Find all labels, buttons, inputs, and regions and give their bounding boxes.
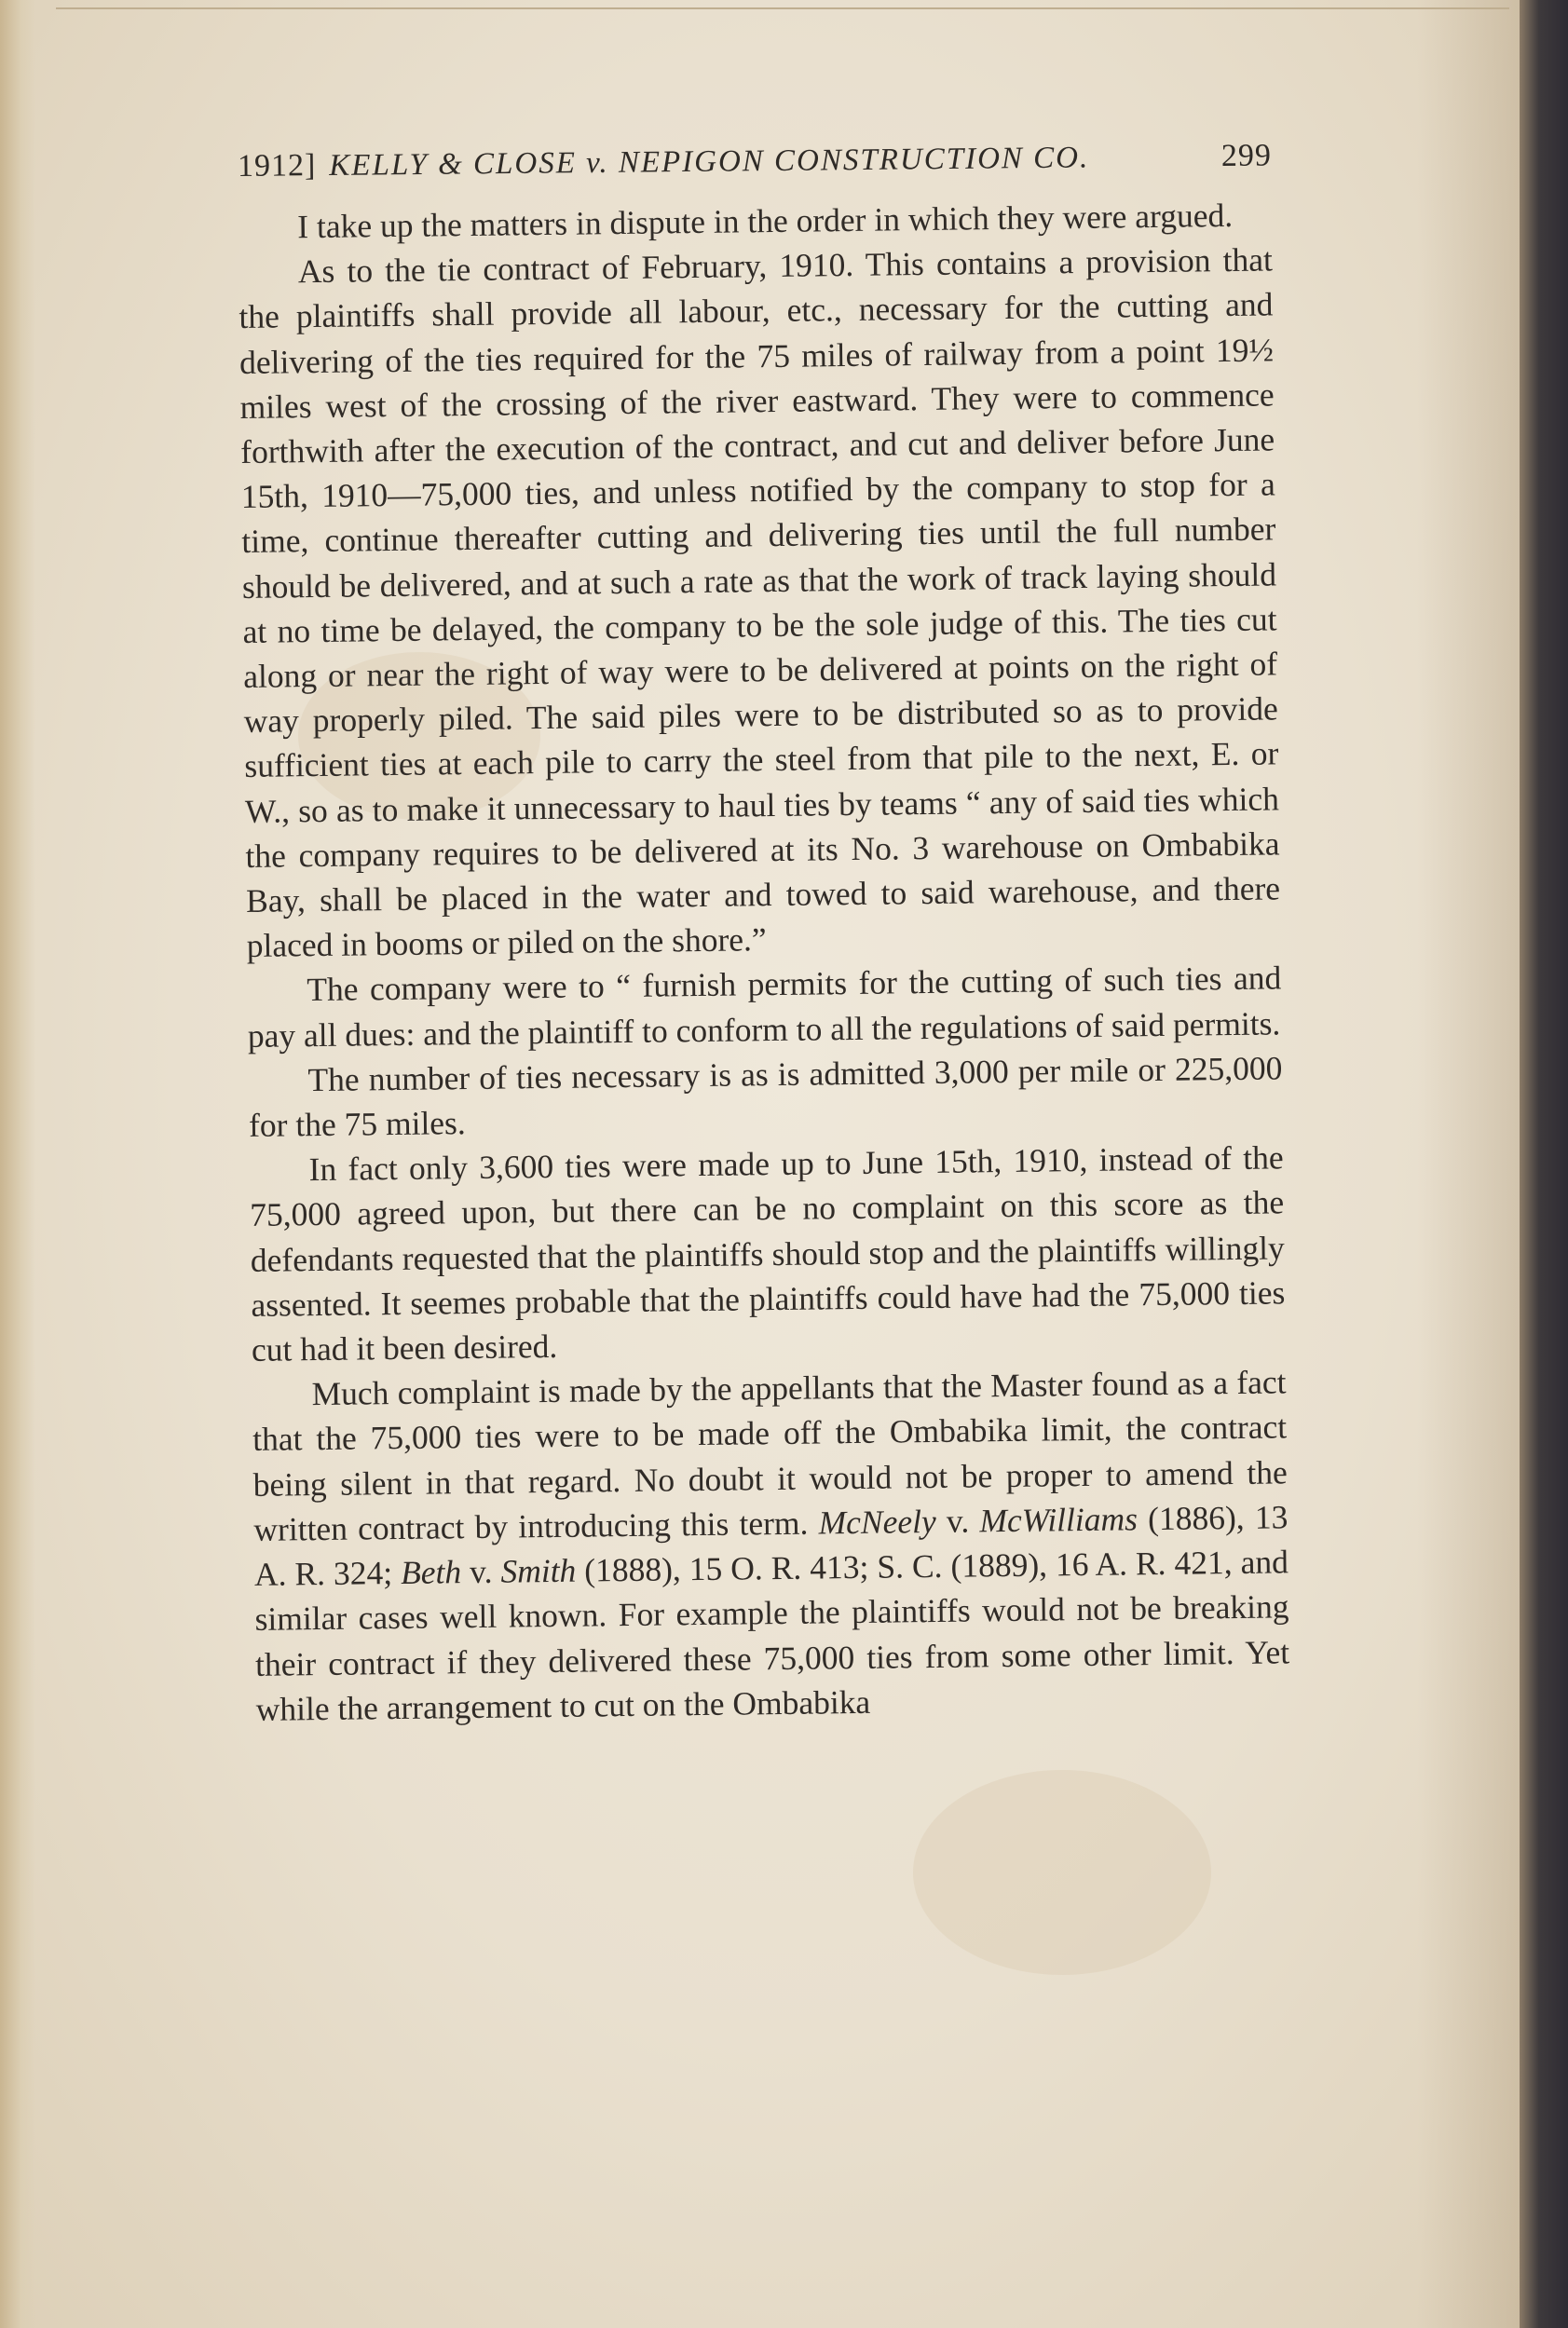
paragraph-text: The company were to “ furnish permits for the cutting of such ties and pay all dues: and the plaintiff to conform to all the regulations of said permits. (247, 959, 1282, 1055)
page-left-edge (0, 0, 35, 2328)
paragraph-text: (1888), 15 O. R. 413; S. C. (1889), 16 A. R. 421, and similar cases well known. For example the plaintiffs would not be breaking their contract if they delivered these 75,000 ties from some other limit. Yet while the arrangement to cut on the Ombabika (254, 1543, 1290, 1728)
paragraph (239, 238, 1281, 969)
running-head-year: 1912] (237, 148, 317, 184)
book-spine-edge (1520, 0, 1568, 2328)
running-head (238, 138, 1272, 184)
paragraph (248, 1045, 1283, 1148)
paragraph-text: Much complaint is made by the appellants that the Master found as a fact that the 75,000 ties were to be made off the Ombabika limit, the contract being silent in that regard. No doubt it would not be proper to amend the written contract by introducing this term. (252, 1363, 1288, 1548)
paragraph-text: The number of ties necessary is as is admitted 3,000 per mile or 225,000 for the 75 miles. (248, 1049, 1283, 1144)
paragraph (252, 1360, 1290, 1732)
paragraph-text: I take up the matters in dispute in the order in which they were argued. (297, 196, 1234, 246)
paragraph-text: In fact only 3,600 ties were made up to June 15th, 1910, instead of the 75,000 agreed upon, but there can be no complaint on this score as the defendants requested that the plaintiffs should stop and the plaintiffs willingly assented. It seemes probable that the plaintiffs could have had the 75,000 ties cut had it been desired. (250, 1138, 1286, 1368)
page-top-edge (56, 7, 1509, 9)
paragraph-text: As to the tie contract of February, 1910. This contains a provision that the plaintiffs shall provide all labour, etc., necessary for the cutting and delivering of the ties required for the 75 miles of railway from a point 19½ miles west of the crossing of the river eastward. They were to commence forthwith after the execution of the contract, and cut and deliver before June 15th, 1910—75,000 ties, and unless notified by the company to stop for a time, continue thereafter cutting and delivering ties until the full number should be delivered, and at such a rate as that the work of track laying should at no time be delayed, the company to be the sole judge of this. The ties cut along or near the right of way were to be delivered at points on the right of way properly piled. The said piles were to be distributed so as to provide sufficient ties at each pile to carry the steel from that pile to the next, E. or W., so as to make it unnecessary to haul ties by teams “ any of said ties which the company requires to be delivered at its No. 3 warehouse on Ombabika Bay, shall be placed in the water and towed to said warehouse, and there placed in booms or piled on the shore.” (239, 240, 1281, 965)
page-number: 299 (1220, 138, 1273, 173)
paper-stain (913, 1770, 1211, 1975)
case-name: Smith (500, 1551, 577, 1590)
case-name: Beth (400, 1553, 462, 1592)
paragraph-text: v. (460, 1552, 501, 1591)
paragraph (249, 1136, 1286, 1373)
paragraph-text: v. (935, 1502, 980, 1540)
case-name: McWilliams (979, 1500, 1139, 1540)
page-content (237, 138, 1290, 1732)
page-right-shading (1417, 0, 1520, 2328)
paragraph-text: (1886), 13 A. R. 324; (253, 1498, 1288, 1593)
paragraph (247, 956, 1282, 1058)
case-name: McNeely (818, 1502, 936, 1542)
body-text (238, 192, 1290, 1731)
running-head-title: KELLY & CLOSE v. NEPIGON CONSTRUCTION CO. (329, 141, 1090, 183)
